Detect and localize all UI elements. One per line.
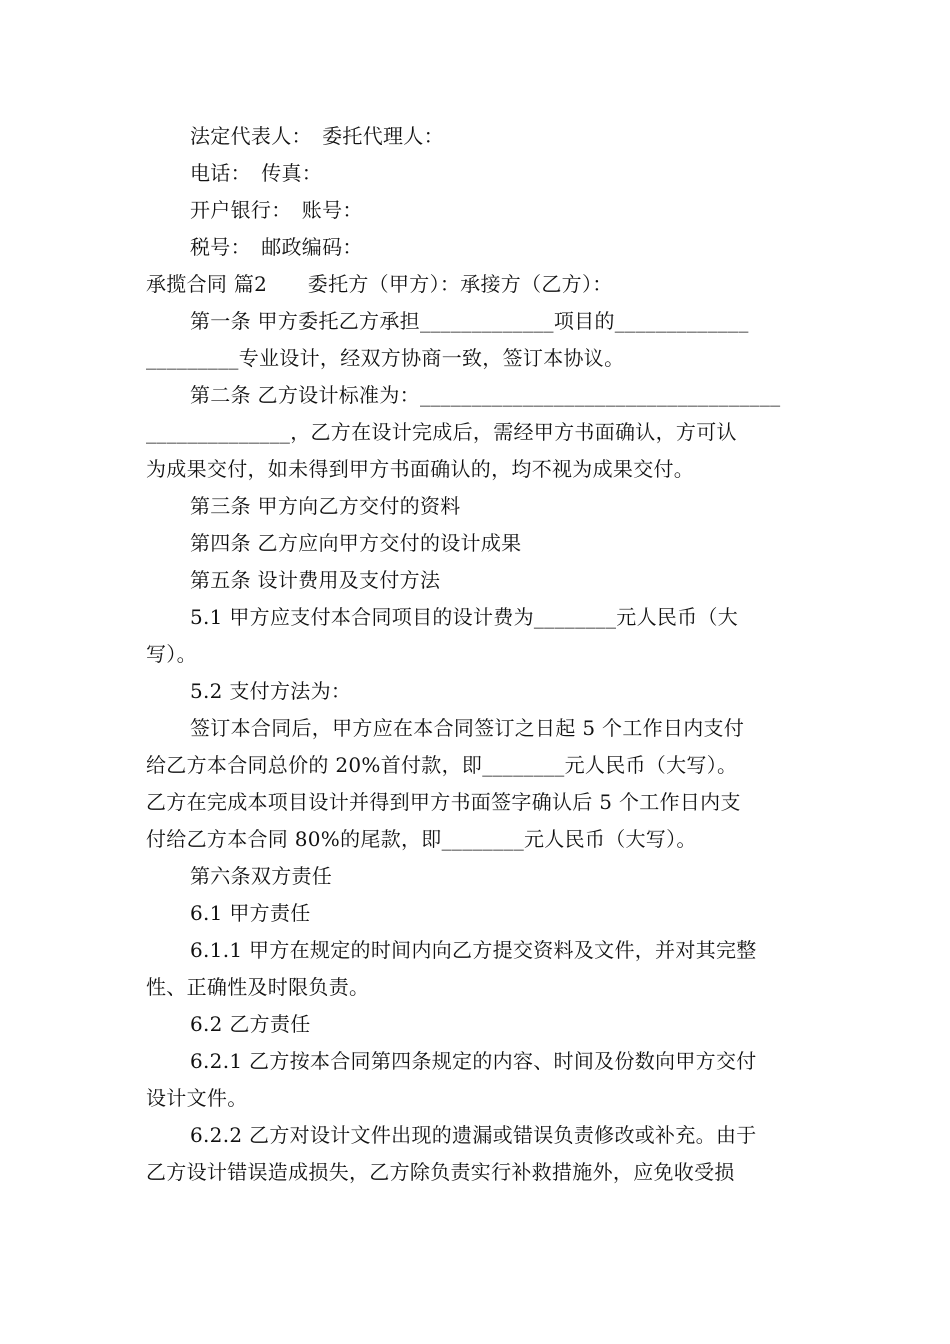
- article-heading: 第四条 乙方应向甲方交付的设计成果: [190, 531, 522, 555]
- text-line: 设计文件。: [146, 1086, 248, 1110]
- text-line: 6.1.1 甲方在规定的时间内向乙方提交资料及文件，并对其完整: [190, 938, 757, 962]
- text-line: 签订本合同后，甲方应在本合同签订之日起 5 个工作日内支付: [190, 716, 745, 740]
- text-line: 给乙方本合同总价的 20%首付款，即________元人民币（大写）。: [146, 753, 738, 777]
- text-line: 6.1 甲方责任: [190, 901, 311, 925]
- text-line: 为成果交付，如未得到甲方书面确认的，均不视为成果交付。: [146, 457, 695, 481]
- text-line: 付给乙方本合同 80%的尾款，即________元人民币（大写）。: [146, 827, 697, 851]
- article-heading: 第五条 设计费用及支付方法: [190, 568, 441, 592]
- document-body: [146, 118, 808, 1191]
- section-heading: 承揽合同 篇2 委托方（甲方）：承接方（乙方）：: [146, 272, 613, 296]
- text-line: 性、正确性及时限负责。: [146, 975, 370, 999]
- text-line: 第一条 甲方委托乙方承担_____________项目的_____________: [190, 309, 749, 333]
- text-line: 写）。: [146, 642, 197, 666]
- text-line: 开户银行： 账号：: [190, 198, 363, 222]
- text-line: 税号： 邮政编码：: [190, 235, 363, 259]
- text-line: 5.1 甲方应支付本合同项目的设计费为________元人民币（大: [190, 605, 739, 629]
- text-line: 6.2 乙方责任: [190, 1012, 311, 1036]
- text-line: _________专业设计，经双方协商一致，签订本协议。: [146, 346, 625, 370]
- text-line: 乙方设计错误造成损失，乙方除负责实行补救措施外，应免收受损: [146, 1160, 735, 1184]
- text-line: 电话： 传真：: [190, 161, 323, 185]
- text-line: 5.2 支付方法为：: [190, 679, 352, 703]
- article-heading: 第六条双方责任: [190, 864, 333, 888]
- article-heading: 第三条 甲方向乙方交付的资料: [190, 494, 461, 518]
- text-line: 乙方在完成本项目设计并得到甲方书面签字确认后 5 个工作日内支: [146, 790, 741, 814]
- text-line: 6.2.2 乙方对设计文件出现的遗漏或错误负责修改或补充。由于: [190, 1123, 757, 1147]
- text-line: 第二条 乙方设计标准为：___________________________________: [190, 383, 781, 407]
- text-line: 法定代表人： 委托代理人：: [190, 124, 444, 148]
- text-line: ______________，乙方在设计完成后，需经甲方书面确认，方可认: [146, 420, 737, 444]
- text-line: 6.2.1 乙方按本合同第四条规定的内容、时间及份数向甲方交付: [190, 1049, 757, 1073]
